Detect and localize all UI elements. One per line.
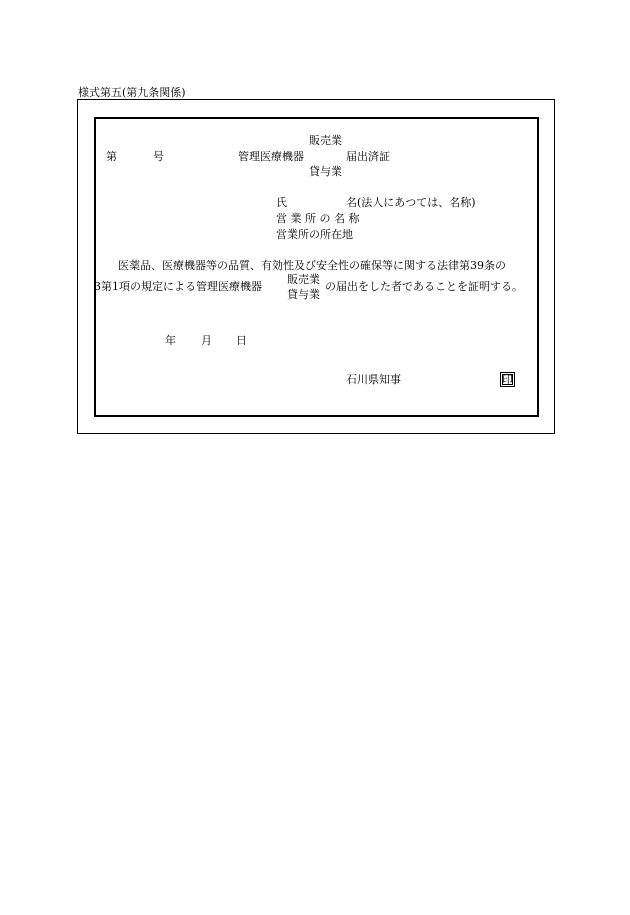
- date-year: 年: [165, 334, 176, 347]
- number-suffix: 号: [153, 150, 164, 163]
- date-day: 日: [236, 334, 247, 347]
- business-type-top: 販売業: [309, 134, 342, 147]
- name-label-end: 名(法人にあつては、名称): [346, 196, 476, 209]
- statement-type-top: 販売業: [287, 273, 320, 286]
- statement-line-2-prefix: 3第1項の規定による管理医療機器: [94, 280, 262, 293]
- issuer-name: 石川県知事: [346, 373, 401, 386]
- statement-type-bottom: 貸与業: [287, 288, 320, 301]
- statement-line-1: 医薬品、医療機器等の品質、有効性及び安全性の確保等に関する法律第39条の: [118, 259, 506, 272]
- office-name-label: 営 業 所 の 名 称: [276, 212, 360, 225]
- official-seal-mark: 印: [502, 373, 513, 386]
- business-type-bottom: 貸与業: [309, 165, 342, 178]
- statement-line-2-suffix: の届出をした者であることを証明する。: [325, 280, 523, 293]
- form-title: 様式第五(第九条関係): [78, 86, 186, 99]
- name-label-start: 氏: [276, 196, 287, 209]
- number-prefix: 第: [106, 150, 117, 163]
- notification-status: 届出済証: [346, 150, 390, 163]
- office-address-label: 営業所の所在地: [276, 228, 353, 241]
- device-category: 管理医療機器: [238, 150, 304, 163]
- date-month: 月: [201, 334, 212, 347]
